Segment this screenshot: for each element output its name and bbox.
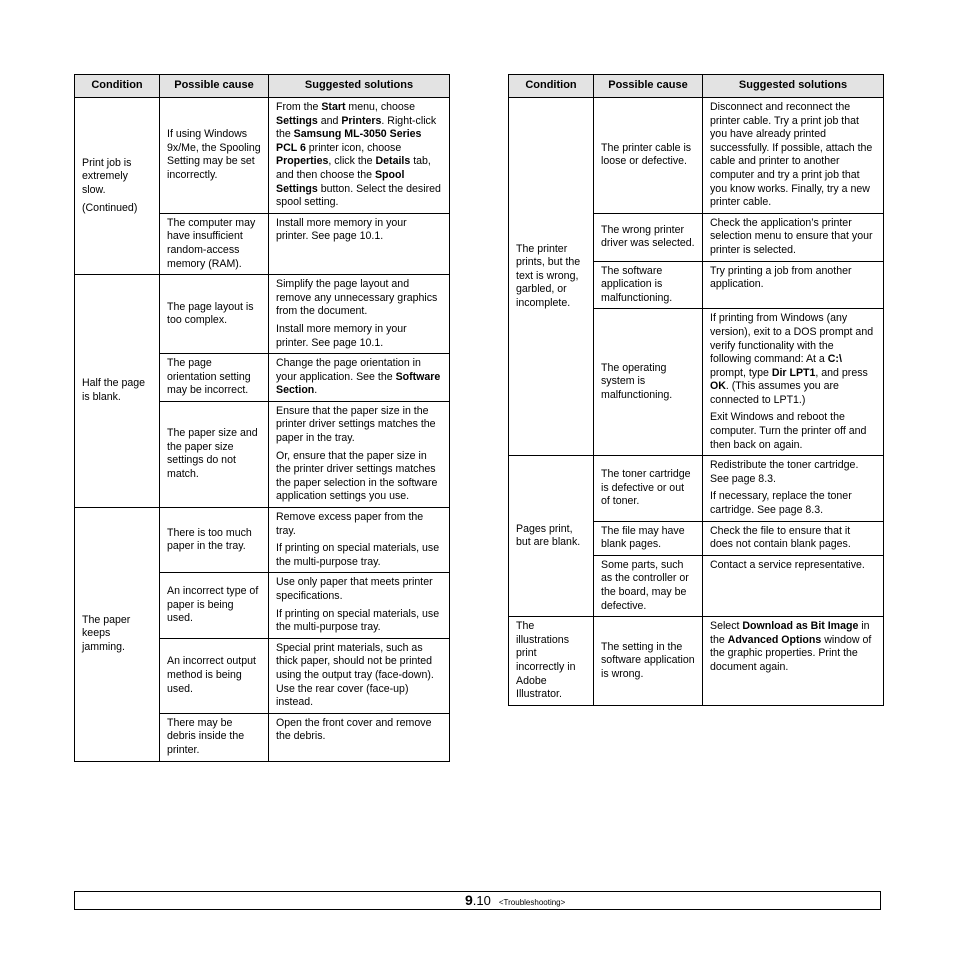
solution-paragraph xyxy=(276,217,442,244)
table-header-row xyxy=(509,75,884,98)
footer-page-info xyxy=(465,892,565,911)
header-possible-cause: Possible cause xyxy=(160,75,269,98)
table-row xyxy=(509,98,884,214)
solution-emphasis: Dir LPT1 xyxy=(771,366,816,379)
solution-cell xyxy=(269,275,450,354)
solution-emphasis: Advanced Options xyxy=(727,633,822,646)
cause-cell: The wrong printer driver was selected. xyxy=(594,213,703,261)
solution-emphasis: Spool Settings xyxy=(276,168,405,195)
solution-paragraph xyxy=(276,608,442,635)
condition-text: Pages print, but are blank. xyxy=(516,522,581,549)
solution-emphasis: OK xyxy=(710,380,726,393)
page-number-page: .10 xyxy=(472,893,491,908)
cause-cell: The printer cable is loose or defective. xyxy=(594,98,703,214)
section-label: <Troubleshooting> xyxy=(498,898,566,907)
solution-text: Use only paper that meets printer specifications. xyxy=(276,576,433,602)
condition-cell xyxy=(75,98,160,275)
solution-text: , click the xyxy=(328,155,376,168)
solution-cell xyxy=(269,213,450,274)
solution-text: Remove excess paper from the tray. xyxy=(276,511,424,537)
cause-cell: The setting in the software application is wrong. xyxy=(594,617,703,706)
cause-cell: There may be debris inside the printer. xyxy=(160,713,269,761)
solution-text: Check the application’s printer selection menu to ensure that your printer is selected. xyxy=(710,216,873,256)
cause-cell: The toner cartridge is defective or out of toner. xyxy=(594,456,703,521)
condition-text: The illustrations print incorrectly in Adobe Illustrator. xyxy=(516,620,576,701)
condition-cell xyxy=(509,98,594,456)
solution-paragraph xyxy=(710,312,876,407)
solution-text: and xyxy=(317,114,342,127)
cause-cell: The page orientation setting may be incorrect. xyxy=(160,354,269,402)
condition-text: The printer prints, but the text is wrong, garbled, or incomplete. xyxy=(516,242,581,310)
solution-cell xyxy=(703,456,884,521)
page-number-chapter: 9 xyxy=(465,892,473,908)
solution-paragraph xyxy=(276,278,442,319)
solution-emphasis: Samsung ML-3050 Series PCL 6 xyxy=(276,128,422,154)
solution-paragraph xyxy=(710,217,876,258)
cause-cell: The file may have blank pages. xyxy=(594,521,703,555)
table-row xyxy=(75,508,450,573)
solution-cell xyxy=(703,98,884,214)
table-body-left xyxy=(75,98,450,762)
condition-text: The paper keeps jamming. xyxy=(82,613,131,654)
solution-text: printer icon, choose xyxy=(305,141,402,154)
solution-text: window of the graphic properties. Print the document again. xyxy=(710,633,872,673)
solution-paragraph xyxy=(710,559,876,573)
solution-paragraph xyxy=(710,490,876,517)
solution-cell xyxy=(269,508,450,573)
solution-paragraph xyxy=(276,542,442,569)
solution-paragraph xyxy=(276,576,442,603)
solution-cell xyxy=(703,309,884,456)
solution-paragraph xyxy=(276,323,442,350)
solution-cell xyxy=(269,354,450,402)
cause-cell: The software application is malfunctioning. xyxy=(594,261,703,309)
condition-text: Half the page is blank. xyxy=(82,377,146,404)
solution-cell xyxy=(703,617,884,706)
solution-text: Contact a service representative. xyxy=(710,558,865,571)
solution-text: Simplify the page layout and remove any unnecessary graphics from the document. xyxy=(276,278,438,318)
header-condition: Condition xyxy=(75,75,160,98)
solution-paragraph xyxy=(710,411,876,452)
table-body-right xyxy=(509,98,884,706)
solution-paragraph xyxy=(710,459,876,486)
solution-emphasis: Start xyxy=(321,101,346,113)
solution-cell xyxy=(703,261,884,309)
solution-text: Or, ensure that the paper size in the printer driver settings matches the paper selection in the software application settings you use. xyxy=(276,449,438,503)
cause-cell: There is too much paper in the tray. xyxy=(160,508,269,573)
condition-cell xyxy=(509,617,594,706)
solution-text: If necessary, replace the toner cartridge. See page 8.3. xyxy=(710,490,852,517)
solution-text: . (This assumes you are connected to LPT1.) xyxy=(710,380,839,406)
solution-text: button. Select the desired spool setting. xyxy=(276,182,441,209)
solution-cell xyxy=(269,573,450,638)
solution-text: Try printing a job from another application. xyxy=(710,264,852,291)
page-footer xyxy=(74,891,881,910)
solution-paragraph xyxy=(710,265,876,292)
solution-paragraph xyxy=(276,357,442,398)
cause-cell: The operating system is malfunctioning. xyxy=(594,309,703,456)
solution-emphasis: Software Section xyxy=(276,370,441,397)
solution-paragraph xyxy=(710,525,876,552)
solution-text: , and press xyxy=(815,366,868,379)
condition-text: Print job is extremely slow. xyxy=(82,156,132,197)
solution-paragraph xyxy=(710,620,876,674)
solution-paragraph xyxy=(276,717,442,744)
solution-text: menu, choose xyxy=(345,101,415,113)
solution-text: Disconnect and reconnect the printer cable. Try a print job that you have already printed successfully. If possible, attach the cable and printer to another computer and try a print job that you know works. Finally, try a new printer cable. xyxy=(710,101,873,209)
solution-text: Exit Windows and reboot the computer. Turn the printer off and then back on again. xyxy=(710,411,867,451)
header-suggested-solutions: Suggested solutions xyxy=(269,75,450,98)
cause-cell: The computer may have insufficient random-access memory (RAM). xyxy=(160,213,269,274)
solution-emphasis: Settings xyxy=(276,114,318,127)
solution-cell xyxy=(269,638,450,713)
cause-cell: An incorrect output method is being used. xyxy=(160,638,269,713)
cause-cell: The paper size and the paper size settings do not match. xyxy=(160,401,269,507)
table-row xyxy=(509,617,884,706)
solution-text: Install more memory in your printer. See page 10.1. xyxy=(276,322,407,349)
solution-cell xyxy=(703,555,884,616)
table-row xyxy=(75,275,450,354)
solution-text: prompt, type xyxy=(710,366,772,379)
condition-cell xyxy=(75,508,160,762)
solution-paragraph xyxy=(276,405,442,446)
troubleshooting-table-left xyxy=(74,74,450,762)
solution-text: Change the page orientation in your application. See the xyxy=(276,357,421,383)
cause-cell: Some parts, such as the controller or the board, may be defective. xyxy=(594,555,703,616)
table-header-row xyxy=(75,75,450,98)
cause-cell: An incorrect type of paper is being used. xyxy=(160,573,269,638)
condition-cell xyxy=(509,456,594,617)
solution-cell xyxy=(703,521,884,555)
cause-cell: If using Windows 9x/Me, the Spooling Setting may be set incorrectly. xyxy=(160,98,269,214)
solution-text: Install more memory in your printer. See page 10.1. xyxy=(276,216,407,243)
solution-cell xyxy=(269,98,450,214)
header-condition: Condition xyxy=(509,75,594,98)
solution-text: If printing on special materials, use the multi-purpose tray. xyxy=(276,542,440,568)
solution-emphasis: Printers xyxy=(341,114,382,127)
solution-text: in the xyxy=(710,620,870,646)
solution-paragraph xyxy=(276,642,442,710)
solution-cell xyxy=(269,401,450,507)
solution-emphasis: Details xyxy=(375,155,411,168)
header-possible-cause: Possible cause xyxy=(594,75,703,98)
solution-paragraph xyxy=(710,101,876,210)
solution-emphasis: C:\ xyxy=(827,353,842,366)
solution-text: tab, and then choose the xyxy=(276,155,431,181)
solution-text: From the xyxy=(276,101,322,113)
solution-text: Open the front cover and remove the debris. xyxy=(276,716,432,743)
solution-text: If printing on special materials, use the multi-purpose tray. xyxy=(276,607,440,634)
table-row xyxy=(509,456,884,521)
header-suggested-solutions: Suggested solutions xyxy=(703,75,884,98)
table-row xyxy=(75,98,450,214)
solution-text: If printing from Windows (any version), exit to a DOS prompt and verify functionality with the following command: At a xyxy=(710,312,874,366)
condition-cell xyxy=(75,275,160,508)
solution-text: . Right-click the xyxy=(276,114,437,141)
troubleshooting-table-right xyxy=(508,74,884,706)
solution-text: Select xyxy=(710,620,743,633)
cause-cell: The page layout is too complex. xyxy=(160,275,269,354)
solution-cell xyxy=(703,213,884,261)
solution-cell xyxy=(269,713,450,761)
solution-text: . xyxy=(314,384,318,397)
condition-text: (Continued) xyxy=(82,201,138,214)
solution-emphasis: Properties xyxy=(276,155,329,168)
solution-paragraph xyxy=(276,101,442,210)
solution-paragraph xyxy=(276,450,442,504)
solution-emphasis: Download as Bit Image xyxy=(742,620,859,633)
solution-text: Special print materials, such as thick paper, should not be printed using the output tray (face-down). Use the rear cover (face-up) instead. xyxy=(276,641,434,709)
solution-paragraph xyxy=(276,511,442,538)
solution-text: Ensure that the paper size in the printer driver settings matches the paper in the tray. xyxy=(276,404,436,445)
solution-text: Redistribute the toner cartridge. See page 8.3. xyxy=(710,459,859,485)
solution-text: Check the file to ensure that it does not contain blank pages. xyxy=(710,524,851,551)
